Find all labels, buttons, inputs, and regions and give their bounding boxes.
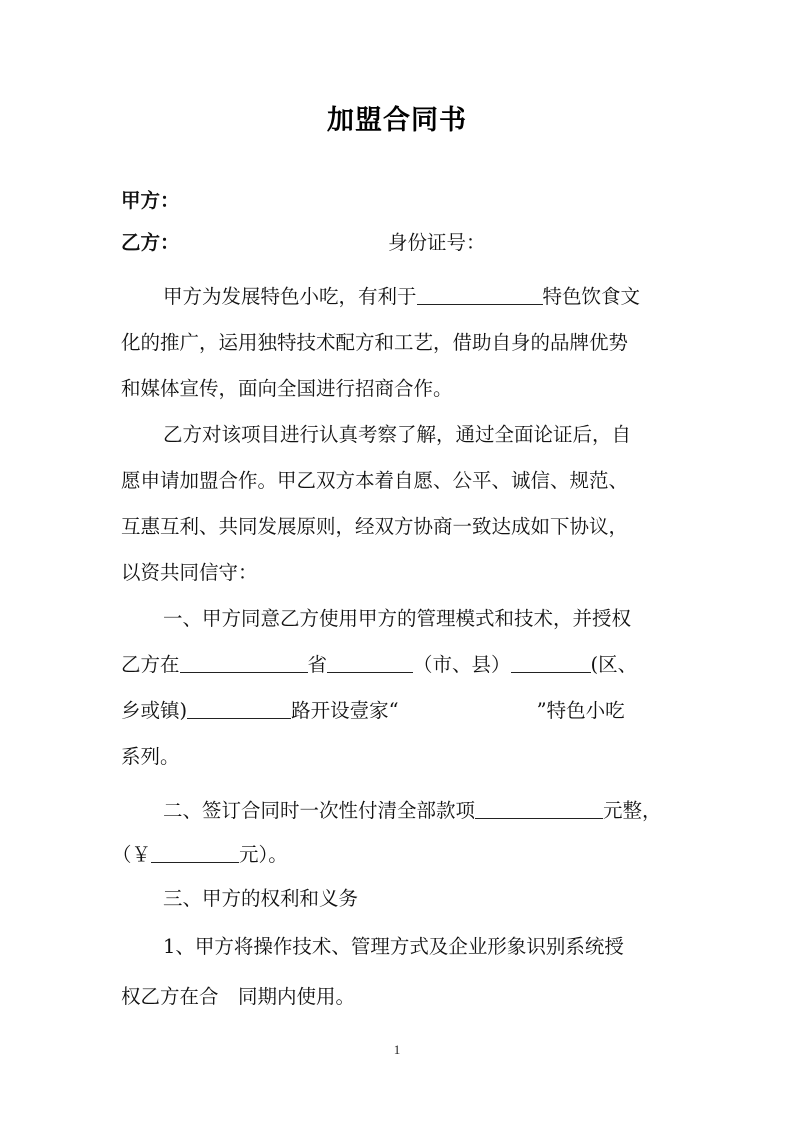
text-segment: 元）。 bbox=[239, 843, 288, 866]
clause-3-item-1-line-1: 1、甲方将操作技术、管理方式及企业形象识别系统授 bbox=[163, 935, 624, 958]
paragraph-2-line-1: 乙方对该项目进行认真考察了解，通过全面论证后，自 bbox=[163, 423, 632, 446]
clause-3-item-1-line-2: 权乙方在合 同期内使用。 bbox=[121, 985, 356, 1008]
text-segment: (区、 bbox=[590, 653, 638, 676]
amount-numeric-blank[interactable] bbox=[151, 842, 239, 863]
province-blank[interactable] bbox=[180, 652, 308, 673]
document-title: 加盟合同书 bbox=[327, 105, 467, 136]
text-segment: 省 bbox=[307, 653, 328, 676]
text-segment: 特色饮食文 bbox=[542, 285, 641, 308]
paragraph-2-line-4: 以资共同信守： bbox=[121, 561, 258, 584]
text-segment: 乙方在 bbox=[121, 653, 180, 676]
clause-1-line-3 bbox=[121, 698, 625, 724]
clause-1-line-4: 系列。 bbox=[121, 745, 180, 768]
text-segment: （￥ bbox=[112, 843, 152, 866]
party-b-label: 乙方： bbox=[121, 231, 180, 254]
clause-1-line-1: 一、甲方同意乙方使用甲方的管理模式和技术，并授权 bbox=[163, 607, 632, 630]
text-segment: ”特色小吃 bbox=[536, 699, 625, 722]
road-blank[interactable] bbox=[187, 698, 291, 719]
fill-in-blank[interactable] bbox=[417, 284, 543, 305]
text-segment: 乡或镇) bbox=[121, 699, 188, 722]
amount-blank[interactable] bbox=[475, 798, 603, 819]
clause-3-heading: 三、甲方的权利和义务 bbox=[163, 887, 359, 910]
paragraph-1-line-1 bbox=[163, 284, 640, 310]
clause-2-line-2 bbox=[112, 842, 288, 868]
text-segment: （市、县） bbox=[413, 653, 511, 676]
page-number: 1 bbox=[393, 1042, 401, 1057]
city-blank[interactable] bbox=[327, 652, 413, 673]
clause-1-line-2 bbox=[121, 652, 637, 678]
party-a-label: 甲方： bbox=[121, 189, 180, 212]
paragraph-2-line-3: 互惠互利、共同发展原则，经双方协商一致达成如下协议， bbox=[121, 515, 629, 538]
paragraph-1-line-3: 和媒体宣传，面向全国进行招商合作。 bbox=[121, 377, 453, 400]
text-segment: 二、签订合同时一次性付清全部款项 bbox=[163, 799, 476, 822]
district-blank[interactable] bbox=[511, 652, 591, 673]
text-segment: 路开设壹家“ bbox=[291, 699, 399, 722]
text-segment: 元整， bbox=[603, 799, 662, 822]
paragraph-1-line-2: 化的推广，运用独特技术配方和工艺，借助自身的品牌优势 bbox=[121, 331, 629, 354]
text-segment: 甲方为发展特色小吃，有利于 bbox=[163, 285, 417, 308]
clause-2-line-1 bbox=[163, 798, 662, 824]
paragraph-2-line-2: 愿申请加盟合作。甲乙双方本着自愿、公平、诚信、规范、 bbox=[121, 469, 629, 492]
id-number-label: 身份证号： bbox=[388, 231, 486, 254]
